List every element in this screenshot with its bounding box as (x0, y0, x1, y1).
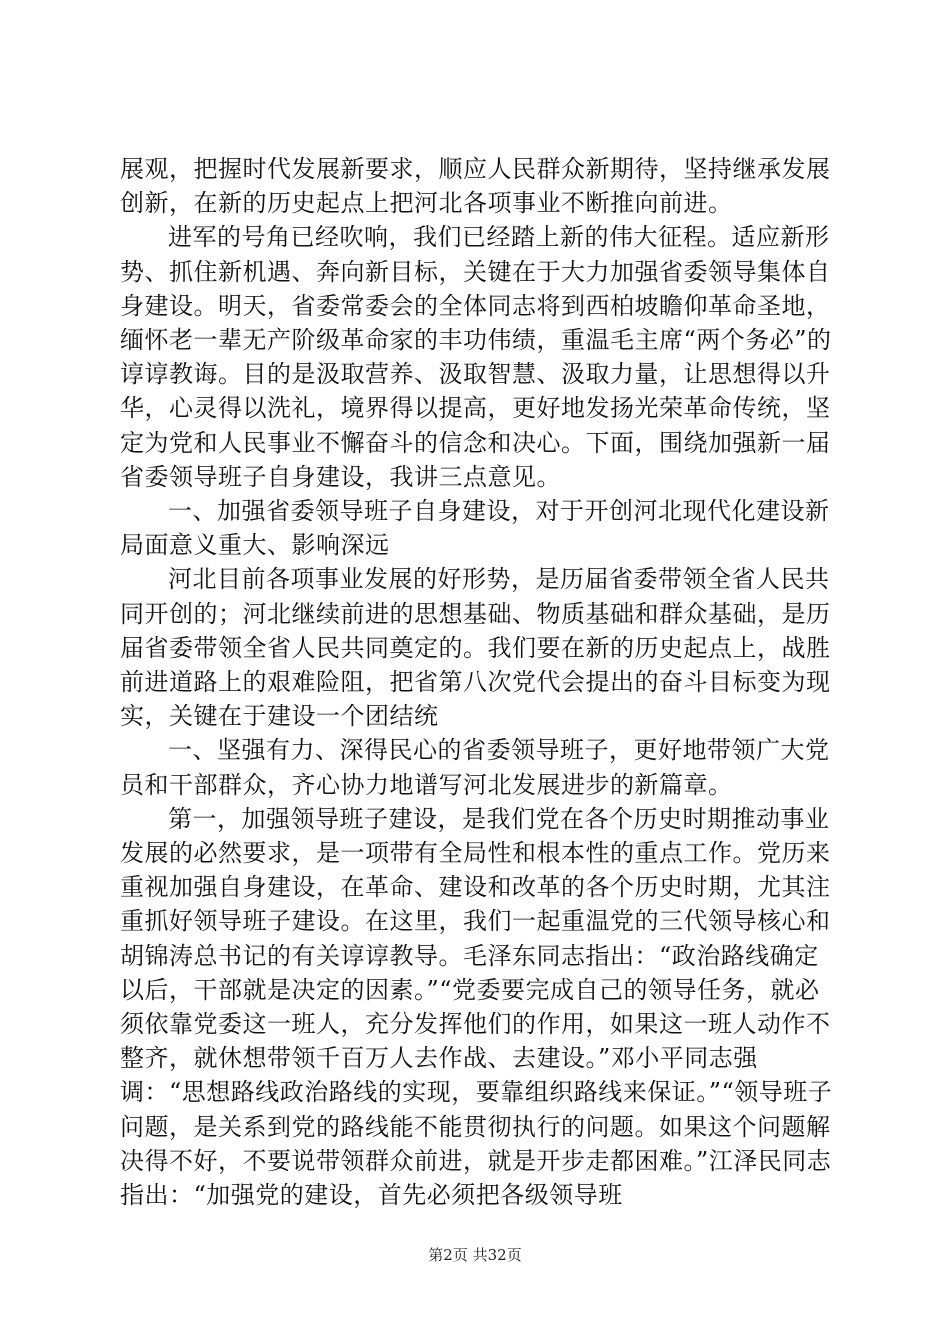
paragraph: 一、坚强有力、深得民心的省委领导班子，更好地带领广大党员和干部群众，齐心协力地谱写河北发展进步的新篇章。 (120, 736, 830, 799)
section-heading: 一、加强省委领导班子自身建设，对于开创河北现代化建设新局面意义重大、影响深远 (120, 497, 830, 560)
paragraph: 进军的号角已经吹响，我们已经踏上新的伟大征程。适应新形势、抓住新机遇、奔向新目标，关键在于大力加强省委领导集体自身建设。明天，省委常委会的全体同志将到西柏坡瞻仰革命圣地，缅怀老一辈无产阶级革命家的丰功伟绩，重温毛主席“两个务必”的谆谆教诲。目的是汲取营养、汲取智慧、汲取力量，让思想得以升华，心灵得以洗礼，境界得以提高，更好地发扬光荣革命传统，坚定为党和人民事业不懈奋斗的信念和决心。下面，围绕加强新一届省委领导班子自身建设，我讲三点意见。 (120, 223, 832, 491)
paragraph: 展观，把握时代发展新要求，顺应人民群众新期待，坚持继承发展创新，在新的历史起点上把河北各项事业不断推向前进。 (120, 155, 831, 218)
document-body (120, 152, 842, 1212)
paragraph: 第一，加强领导班子建设，是我们党在各个历史时期推动事业发展的必然要求，是一项带有全局性和根本性的重点工作。党历来重视加强自身建设，在革命、建设和改革的各个历史时期，尤其注重抓好领导班子建设。在这里，我们一起重温党的三代领导核心和胡锦涛总书记的有关谆谆教导。毛泽东同志指出：“政治路线确定以后，干部就是决定的因素。”“党委要完成自己的领导任务，就必须依靠党委这一班人，充分发挥他们的作用，如果这一班人动作不整齐，就休想带领千百万人去作战、去建设。”邓小平同志强调：“思想路线政治路线的实现，要靠组织路线来保证。”“领导班子问题，是关系到党的路线能不能贯彻执行的问题。如果这个问题解决得不好，不要说带领群众前进，就是开步走都困难。”江泽民同志指出：“加强党的建设，首先必须把各级领导班 (120, 804, 833, 1210)
page-number: 第2页 共32页 (428, 1246, 522, 1264)
paragraph: 河北目前各项事业发展的好形势，是历届省委带领全省人民共同开创的；河北继续前进的思想基础、物质基础和群众基础，是历届省委带领全省人民共同奠定的。我们要在新的历史起点上，战胜前进道路上的艰难险阻，把省第八次党代会提出的奋斗目标变为现实，关键在于建设一个团结统 (120, 565, 831, 731)
